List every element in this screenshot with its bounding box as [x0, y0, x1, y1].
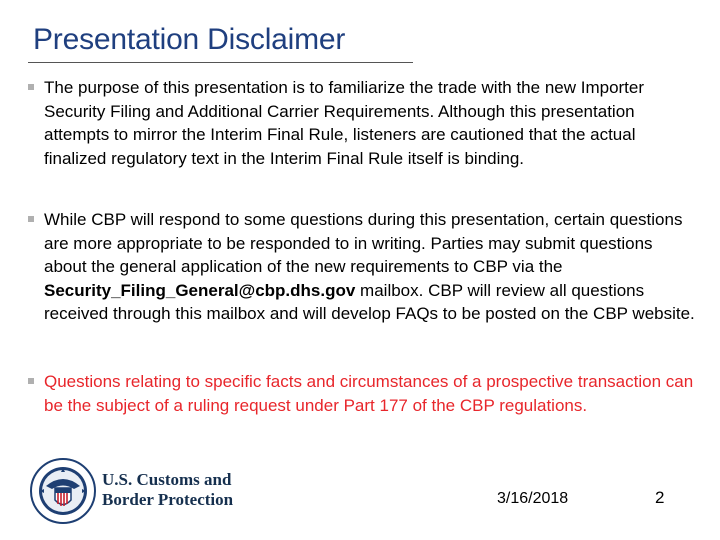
- agency-line-2: Border Protection: [102, 490, 234, 509]
- bullet-text: The purpose of this presentation is to familiarize the trade with the new Importer Security Filing and Additional Carrier Requirements. Although this presentation attempts to mirror the Interim Final Rule, listeners are cautioned that the actual finalized regulatory text in the Interim Final Rule itself is binding.: [44, 78, 645, 168]
- square-bullet-icon: [28, 84, 34, 90]
- bullet-text-before: While CBP will respond to some questions during this presentation, certain questions are more appropriate to be responded to in writing. Parties may submit questions about the general application of the new requirements to CBP via the: [44, 210, 683, 276]
- bullet-text-highlighted: Questions relating to specific facts and circumstances of a prospective transaction can be the subject of a ruling request under Part 177 of the CBP regulations.: [44, 372, 694, 415]
- square-bullet-icon: [28, 216, 34, 222]
- square-bullet-icon: [28, 378, 34, 384]
- slide-date: 3/16/2018: [497, 490, 569, 507]
- bullet-text-after: mailbox. CBP will review all questions received through this mailbox and will develop FAQs to be posted on the CBP website.: [44, 280, 695, 323]
- agency-line-1: U.S. Customs and: [102, 470, 232, 489]
- bullet-item: [28, 76, 696, 170]
- page-number: 2: [655, 488, 665, 507]
- cbp-logo: [30, 458, 240, 532]
- bullet-text: [44, 208, 696, 326]
- bullet-item: [28, 208, 696, 326]
- bullet-item: [28, 370, 696, 417]
- title-underline: [28, 62, 413, 63]
- agency-name: [102, 470, 233, 510]
- email-address: Security_Filing_General@cbp.dhs.gov: [44, 280, 356, 300]
- slide-title: Presentation Disclaimer: [33, 23, 346, 56]
- dhs-seal-icon: [30, 458, 96, 524]
